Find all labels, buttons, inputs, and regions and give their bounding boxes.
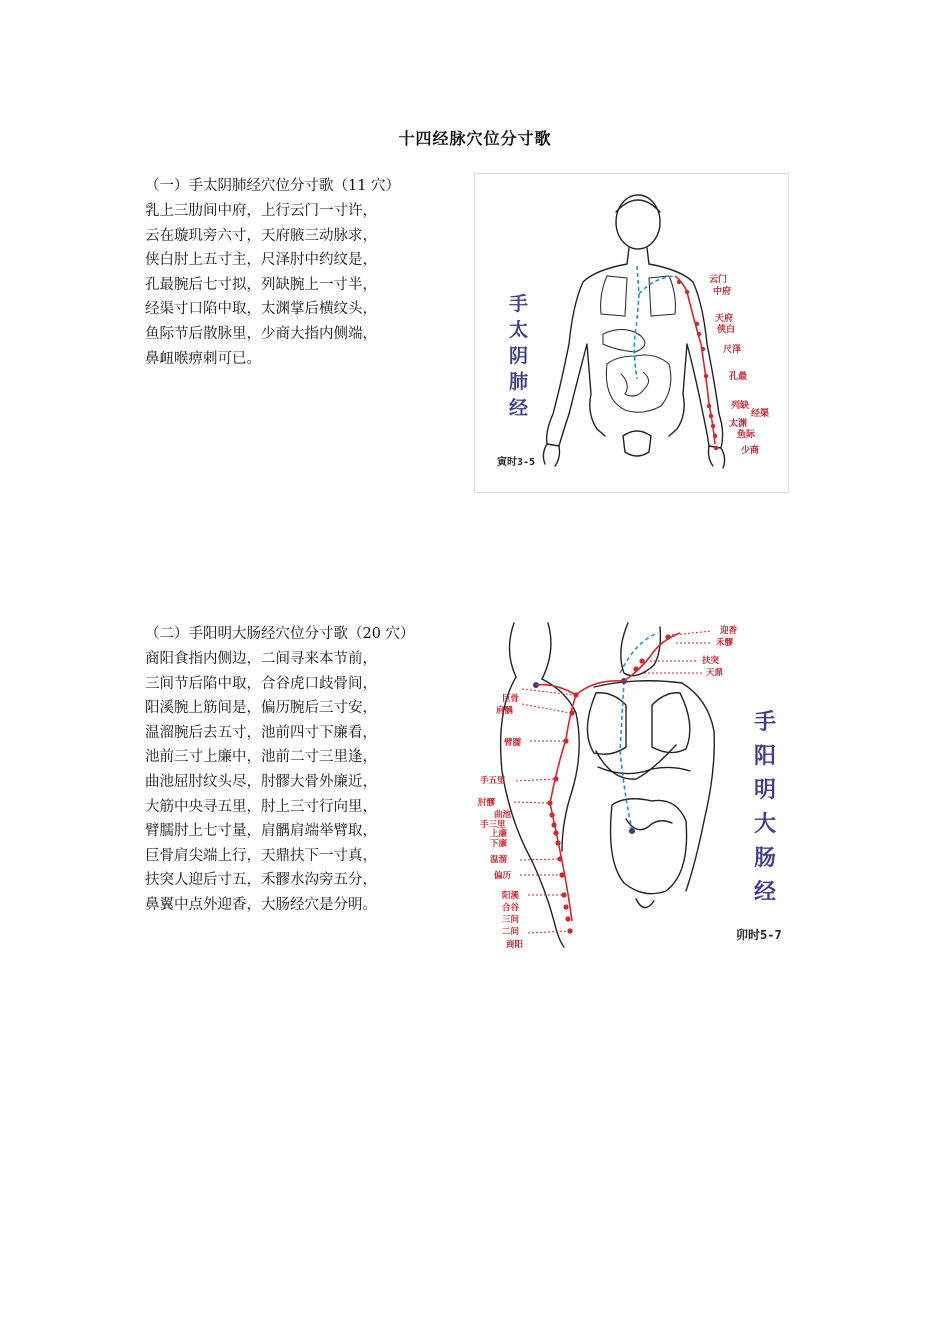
point-label: 侠白 [717, 325, 736, 335]
lung-meridian-diagram [475, 174, 788, 492]
point-label: 肘髎 [478, 798, 496, 808]
diaphragm-outline [598, 767, 690, 774]
point-label: 肩髃 [496, 706, 514, 716]
acupoint-marker [549, 812, 554, 817]
acupoint-marker [711, 424, 715, 428]
lung-meridian-path [675, 276, 715, 444]
verse-line: 乳上三肋间中府，上行云门一寸许， [145, 203, 377, 219]
verse-line: 曲池屈肘纹头尽，肘髎大骨外廉近， [145, 773, 377, 790]
acupoint-marker [573, 692, 578, 697]
section-heading: （一）手太阴肺经穴位分寸歌（11 穴） [145, 178, 401, 194]
verse-line: 阳溪腕上筋间是，偏历腕后三寸安， [145, 700, 377, 717]
acupoint-marker [639, 658, 644, 663]
verse-line: 孔最腕后七寸拟，列缺腕上一寸半， [145, 276, 377, 293]
liver-outline [603, 329, 645, 352]
leader-line [516, 779, 554, 781]
left-hand-outline [543, 444, 559, 466]
large-intestine-meridian-path [550, 633, 680, 921]
point-label: 二间 [502, 927, 520, 937]
shoulder-branch-path [536, 685, 576, 695]
acupoint-marker [677, 280, 681, 284]
verse-line: 温溜腕后去五寸，池前四寸下廉看， [145, 724, 377, 741]
small-intestine-coil [621, 372, 649, 396]
point-label: 云门 [709, 275, 728, 285]
acupoint-marker [561, 892, 566, 897]
section-heading: （二）手阳明大肠经穴位分寸歌（20 穴） [145, 626, 415, 642]
verse-line: 鱼际节后散脉里，少商大指内侧端， [145, 325, 377, 342]
acupoint-marker [665, 634, 670, 639]
verse-line: 云在璇玑旁六寸，天府腋三动脉求， [145, 227, 377, 244]
point-label: 曲池 [494, 810, 512, 820]
point-label: 孔最 [729, 372, 748, 382]
right-lung-outline [649, 276, 675, 316]
point-label: 手五里 [480, 776, 506, 786]
point-label: 太渊 [729, 419, 748, 429]
verse-line: 扶突人迎后寸五，禾髎水沟旁五分， [145, 872, 377, 889]
large-intestine-meridian-section [145, 621, 465, 918]
point-label: 天鼎 [706, 668, 724, 678]
time-label: 寅时3-5 [497, 457, 536, 468]
left-lung-outline [601, 276, 627, 316]
point-label: 上廉 [490, 829, 508, 839]
large-intestine-meridian-diagram [476, 621, 801, 956]
verse-line: 臂臑肘上七寸量，肩髃肩端举臂取， [145, 823, 377, 840]
page-title: 十四经脉穴位分寸歌 [398, 129, 552, 148]
lung-meridian-section [145, 173, 465, 371]
colon-inner-outline [626, 819, 672, 830]
acupoint-marker [553, 776, 558, 781]
acupoint-marker [714, 446, 718, 450]
point-label: 列缺 [731, 401, 750, 411]
verse-line: 侠白肘上五寸主，尺泽肘中约纹是， [145, 252, 377, 269]
figure-title-char: 经 [509, 397, 529, 419]
internal-pathway [634, 266, 675, 379]
verse-line: 鼻衄喉痹刺可已。 [145, 350, 261, 367]
acupoint-marker [551, 822, 556, 827]
verse-line: 鼻翼中点外迎香，大肠经穴是分明。 [145, 896, 377, 913]
point-label: 温溜 [490, 855, 508, 865]
acupoint-marker [559, 872, 564, 877]
point-label: 手三里 [480, 820, 506, 830]
internal-pathway [620, 681, 632, 831]
figure-title-char: 手 [509, 293, 529, 315]
point-label: 中府 [713, 287, 732, 297]
point-label: 禾髎 [716, 638, 734, 648]
leader-line [522, 704, 570, 713]
pelvis-outline [636, 899, 654, 908]
acupoint-marker [567, 928, 572, 933]
point-label: 少商 [741, 446, 760, 456]
acupoint-marker [685, 290, 689, 294]
verse-line: 三间节后陷中取，合谷虎口歧骨间， [145, 675, 377, 692]
leader-line [520, 859, 558, 860]
figure-title-char: 阳 [754, 744, 777, 769]
large-intestine-meridian-figure [476, 621, 801, 956]
point-label: 经渠 [751, 409, 770, 419]
acupoint-marker [695, 322, 699, 326]
acupoint-marker [553, 830, 558, 835]
torso-outline [501, 677, 715, 947]
acupoint-marker [633, 666, 638, 671]
point-label: 阳溪 [502, 891, 520, 901]
point-label: 臂臑 [504, 738, 522, 748]
acupoint-marker [701, 347, 705, 351]
point-label: 三间 [502, 915, 520, 925]
point-label: 鱼际 [737, 430, 756, 440]
point-label: 商阳 [506, 940, 524, 950]
leader-line [528, 931, 568, 933]
acupoint-marker [563, 738, 568, 743]
head-outline [616, 195, 660, 249]
figure-title-char: 大 [754, 812, 777, 837]
lung-meridian-figure [474, 173, 789, 493]
figure-title-char: 经 [754, 880, 777, 905]
left-arm-upper-outline [509, 623, 550, 679]
acupoint-marker [555, 840, 560, 845]
acupoint-marker [709, 414, 713, 418]
verse-line: 池前三寸上廉中，池前二寸三里逢， [145, 749, 377, 766]
acupoint-marker [713, 434, 717, 438]
figure-title-char: 明 [754, 778, 777, 803]
intestine-outline [606, 355, 670, 412]
acupoint-marker [547, 800, 552, 805]
acupoint-marker [707, 404, 711, 408]
point-label: 尺泽 [723, 345, 742, 355]
verse-line: 经渠寸口陷中取，太渊掌后横纹头， [145, 301, 377, 318]
acupoint-marker [557, 856, 562, 861]
abdomen-junction-marker [629, 828, 635, 834]
right-lung-outline [652, 693, 690, 753]
acupoint-marker [569, 710, 574, 715]
acupoint-marker [697, 332, 701, 336]
time-label: 卯时5-7 [736, 928, 782, 942]
verse-line: 巨骨肩尖端上行，天鼎扶下一寸真， [145, 847, 377, 864]
figure-title-char: 手 [754, 710, 777, 735]
leader-line [514, 802, 548, 803]
figure-title-char: 肺 [509, 371, 529, 393]
figure-title-char: 肠 [754, 846, 777, 871]
pelvis-outline [623, 431, 651, 456]
point-label: 偏历 [494, 871, 512, 881]
neck-outline [627, 248, 649, 264]
verse-line: 大筋中央寻五里，肘上三寸行向里， [145, 798, 377, 815]
verse-line: 商阳食指内侧边，二间寻来本节前， [145, 651, 377, 667]
figure-title-char: 阴 [509, 345, 529, 367]
acupoint-marker [565, 916, 570, 921]
point-label: 巨骨 [502, 694, 520, 704]
colon-outline [611, 799, 687, 894]
point-label: 合谷 [502, 903, 520, 913]
acupoint-marker [563, 904, 568, 909]
point-label: 下廉 [490, 839, 508, 849]
point-label: 迎香 [720, 626, 738, 636]
point-label: 天府 [715, 314, 734, 324]
figure-title-char: 太 [509, 319, 529, 341]
point-label: 扶突 [702, 656, 720, 666]
acupoint-marker [704, 374, 708, 378]
